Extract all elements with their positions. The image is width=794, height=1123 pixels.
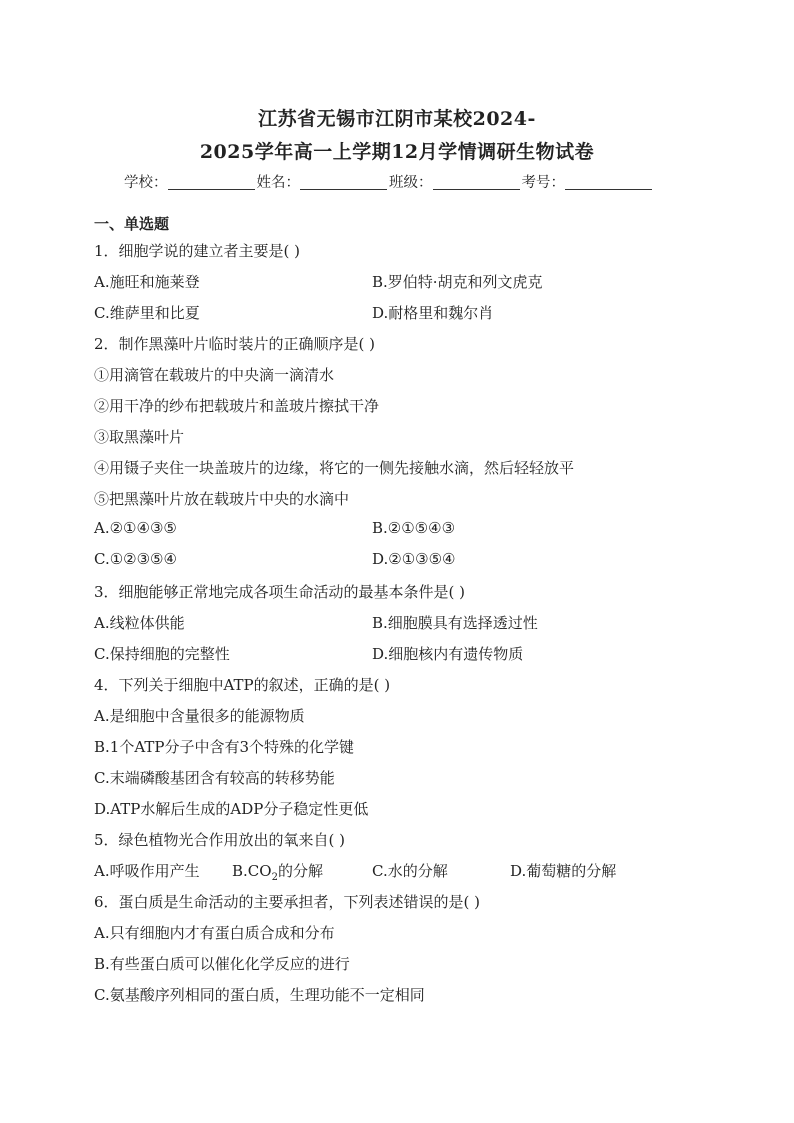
q5-option-d: D.葡萄糖的分解 [510, 862, 617, 880]
q6-stem: 6．蛋白质是生命活动的主要承担者，下列表述错误的是( ) [94, 893, 481, 911]
student-info-row [124, 171, 654, 192]
q5-option-b-post: 的分解 [277, 862, 323, 880]
q3-option-c: C.保持细胞的完整性 [94, 645, 230, 663]
q6-option-c: C.氨基酸序列相同的蛋白质，生理功能不一定相同 [94, 986, 425, 1004]
school-label: 学校： [124, 175, 168, 191]
q1-option-b: B.罗伯特·胡克和列文虎克 [372, 273, 543, 291]
q4-option-a: A.是细胞中含量很多的能源物质 [94, 707, 305, 725]
q5-option-b-pre: B.CO [232, 862, 272, 880]
q6-option-a: A.只有细胞内才有蛋白质合成和分布 [94, 924, 335, 942]
q2-step-4: ④用镊子夹住一块盖玻片的边缘，将它的一侧先接触水滴，然后轻轻放平 [94, 459, 575, 477]
class-label: 班级： [389, 175, 433, 191]
q2-option-b: B.②①⑤④③ [372, 519, 456, 537]
q4-option-b: B.1个ATP分子中含有3个特殊的化学键 [94, 738, 354, 756]
q5-option-c: C.水的分解 [372, 862, 448, 880]
exam-title-line2: 2025学年高一上学期12月学情调研生物试卷 [199, 141, 595, 163]
q3-stem: 3．细胞能够正常地完成各项生命活动的最基本条件是( ) [94, 583, 466, 601]
id-blank [565, 175, 652, 190]
q2-step-1: ①用滴管在载玻片的中央滴一滴清水 [94, 366, 335, 384]
q2-stem: 2．制作黑藻叶片临时装片的正确顺序是( ) [94, 335, 376, 353]
name-blank [300, 175, 387, 190]
q5-option-b [232, 860, 323, 883]
q1-option-c: C.维萨里和比夏 [94, 304, 200, 322]
class-blank [433, 175, 520, 190]
q4-stem: 4．下列关于细胞中ATP的叙述，正确的是( ) [94, 676, 391, 694]
q1-stem: 1．细胞学说的建立者主要是( ) [94, 242, 301, 260]
q2-option-a: A.②①④③⑤ [94, 519, 177, 537]
q2-step-2: ②用干净的纱布把载玻片和盖玻片擦拭干净 [94, 397, 380, 415]
q2-option-c: C.①②③⑤④ [94, 550, 177, 568]
q5-stem: 5．绿色植物光合作用放出的氧来自( ) [94, 831, 346, 849]
section-heading: 一、单选题 [94, 215, 170, 233]
q3-option-b: B.细胞膜具有选择透过性 [372, 614, 538, 632]
school-blank [168, 175, 255, 190]
q4-option-d: D.ATP水解后生成的ADP分子稳定性更低 [94, 800, 369, 818]
q4-option-c: C.末端磷酸基团含有较高的转移势能 [94, 769, 335, 787]
id-label: 考号： [521, 175, 565, 191]
exam-title-line1: 江苏省无锡市江阴市某校2024- [258, 108, 536, 130]
q5-option-b-sub: 2 [271, 872, 278, 883]
q6-option-b: B.有些蛋白质可以催化化学反应的进行 [94, 955, 350, 973]
q5-option-a: A.呼吸作用产生 [94, 862, 200, 880]
q3-option-d: D.细胞核内有遗传物质 [372, 645, 524, 663]
q2-step-3: ③取黑藻叶片 [94, 428, 185, 446]
q3-option-a: A.线粒体供能 [94, 614, 185, 632]
q1-option-a: A.施旺和施莱登 [94, 273, 200, 291]
q1-option-d: D.耐格里和魏尔肖 [372, 304, 494, 322]
q2-step-5: ⑤把黑藻叶片放在载玻片中央的水滴中 [94, 490, 350, 508]
q2-option-d: D.②①③⑤④ [372, 550, 456, 568]
name-label: 姓名： [256, 175, 300, 191]
